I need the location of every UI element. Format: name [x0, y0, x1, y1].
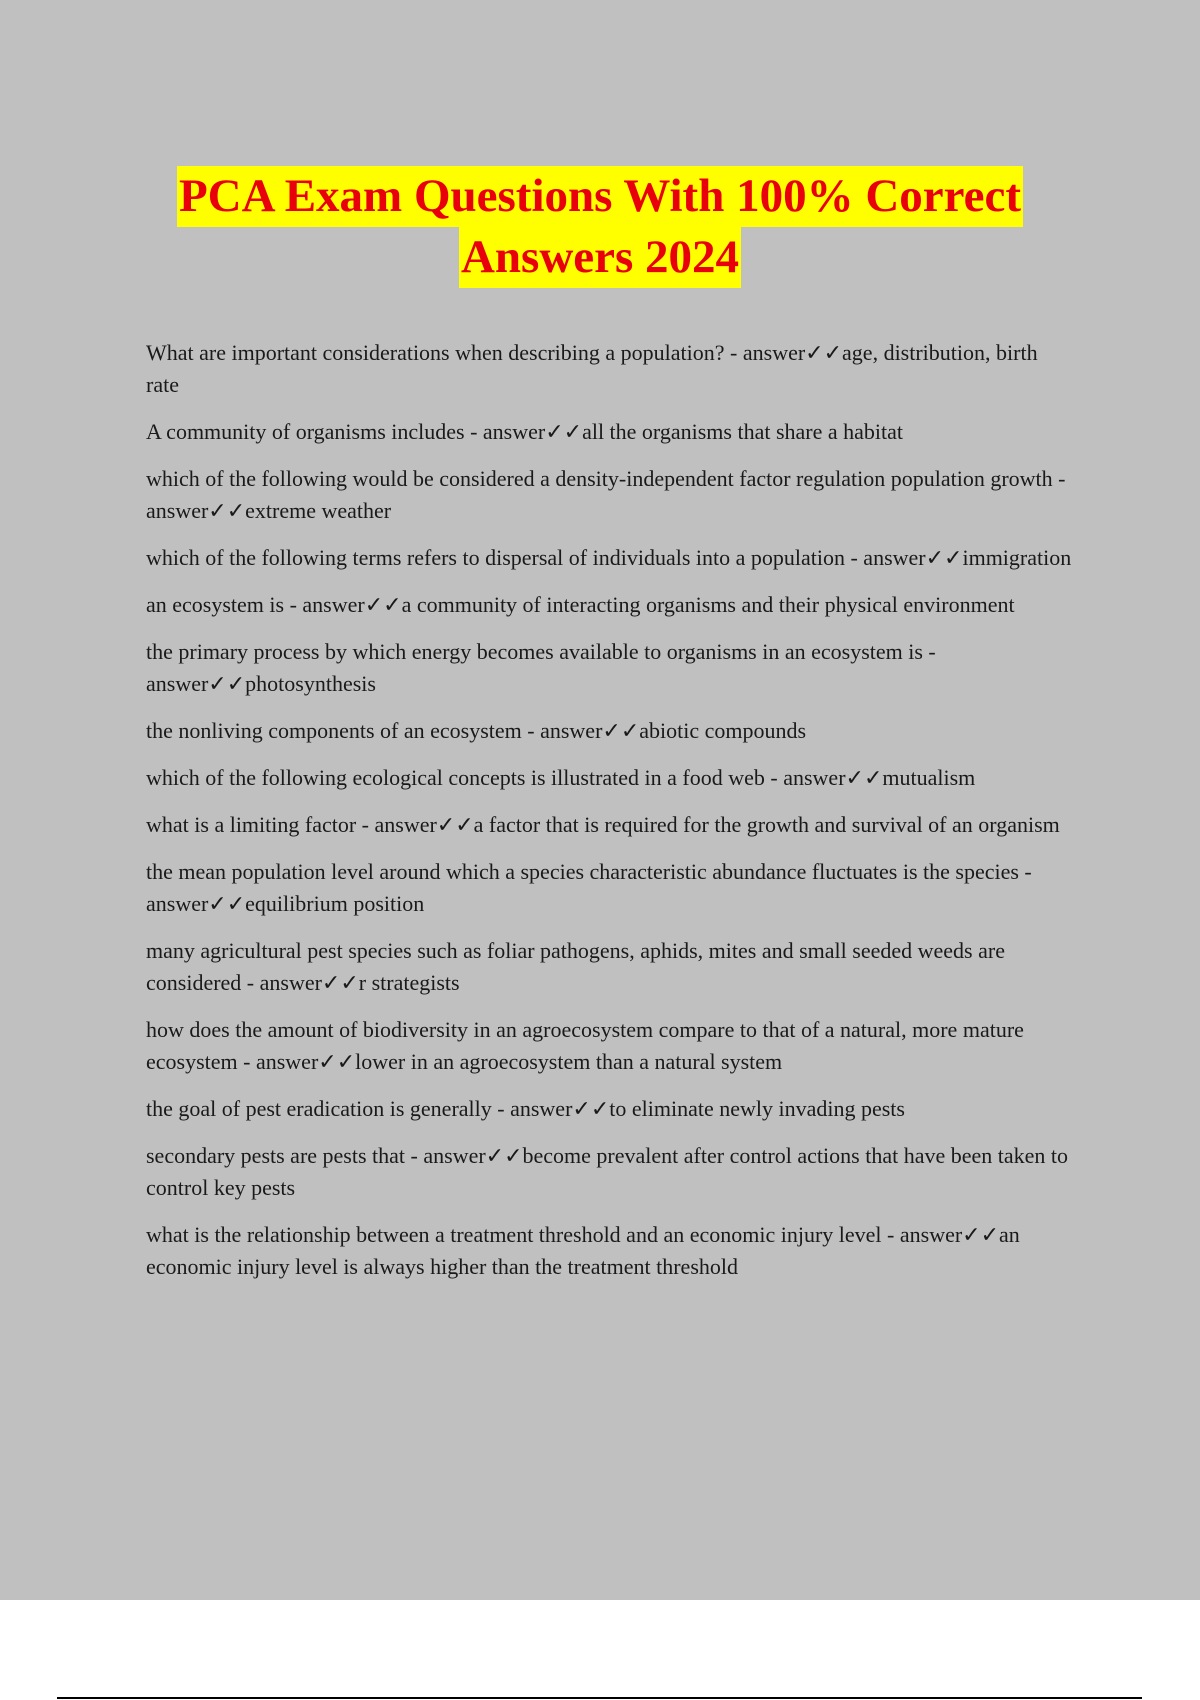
qa-item: which of the following ecological concepts is illustrated in a food web - answer✓✓mutualism	[146, 765, 976, 790]
qa-item: the mean population level around which a species characteristic abundance fluctuates is the species - answer✓✓equilibrium position	[146, 859, 1032, 916]
qa-item: the nonliving components of an ecosystem - answer✓✓abiotic compounds	[146, 718, 807, 743]
question-answer-list	[146, 337, 1076, 1298]
qa-item: what is a limiting factor - answer✓✓a factor that is required for the growth and survival of an organism	[146, 812, 1060, 837]
qa-item: many agricultural pest species such as foliar pathogens, aphids, mites and small seeded weeds are considered - answer✓✓r strategists	[146, 938, 1005, 995]
title-line-1: PCA Exam Questions With 100% Correct	[177, 166, 1023, 227]
qa-item: What are important considerations when describing a population? - answer✓✓age, distribution, birth rate	[146, 340, 1038, 397]
qa-item: how does the amount of biodiversity in an agroecosystem compare to that of a natural, more mature ecosystem - answer✓✓lower in an agroecosystem than a natural system	[146, 1017, 1024, 1074]
title-line-2: Answers 2024	[459, 227, 741, 288]
bottom-divider	[57, 1697, 1142, 1699]
qa-item: which of the following would be considered a density-independent factor regulation population growth - answer✓✓extreme weather	[146, 466, 1066, 523]
qa-item: which of the following terms refers to dispersal of individuals into a population - answer✓✓immigration	[146, 545, 1072, 570]
qa-item: secondary pests are pests that - answer✓✓become prevalent after control actions that have been taken to control key pests	[146, 1143, 1069, 1200]
qa-item: what is the relationship between a treatment threshold and an economic injury level - answer✓✓an economic injury level is always higher than the treatment threshold	[146, 1222, 1020, 1279]
qa-item: A community of organisms includes - answer✓✓all the organisms that share a habitat	[146, 419, 904, 444]
qa-item: the goal of pest eradication is generally - answer✓✓to eliminate newly invading pests	[146, 1096, 905, 1121]
qa-item: an ecosystem is - answer✓✓a community of interacting organisms and their physical environment	[146, 592, 1015, 617]
document-title	[0, 166, 1200, 288]
qa-item: the primary process by which energy becomes available to organisms in an ecosystem is - answer✓✓photosynthesis	[146, 639, 936, 696]
